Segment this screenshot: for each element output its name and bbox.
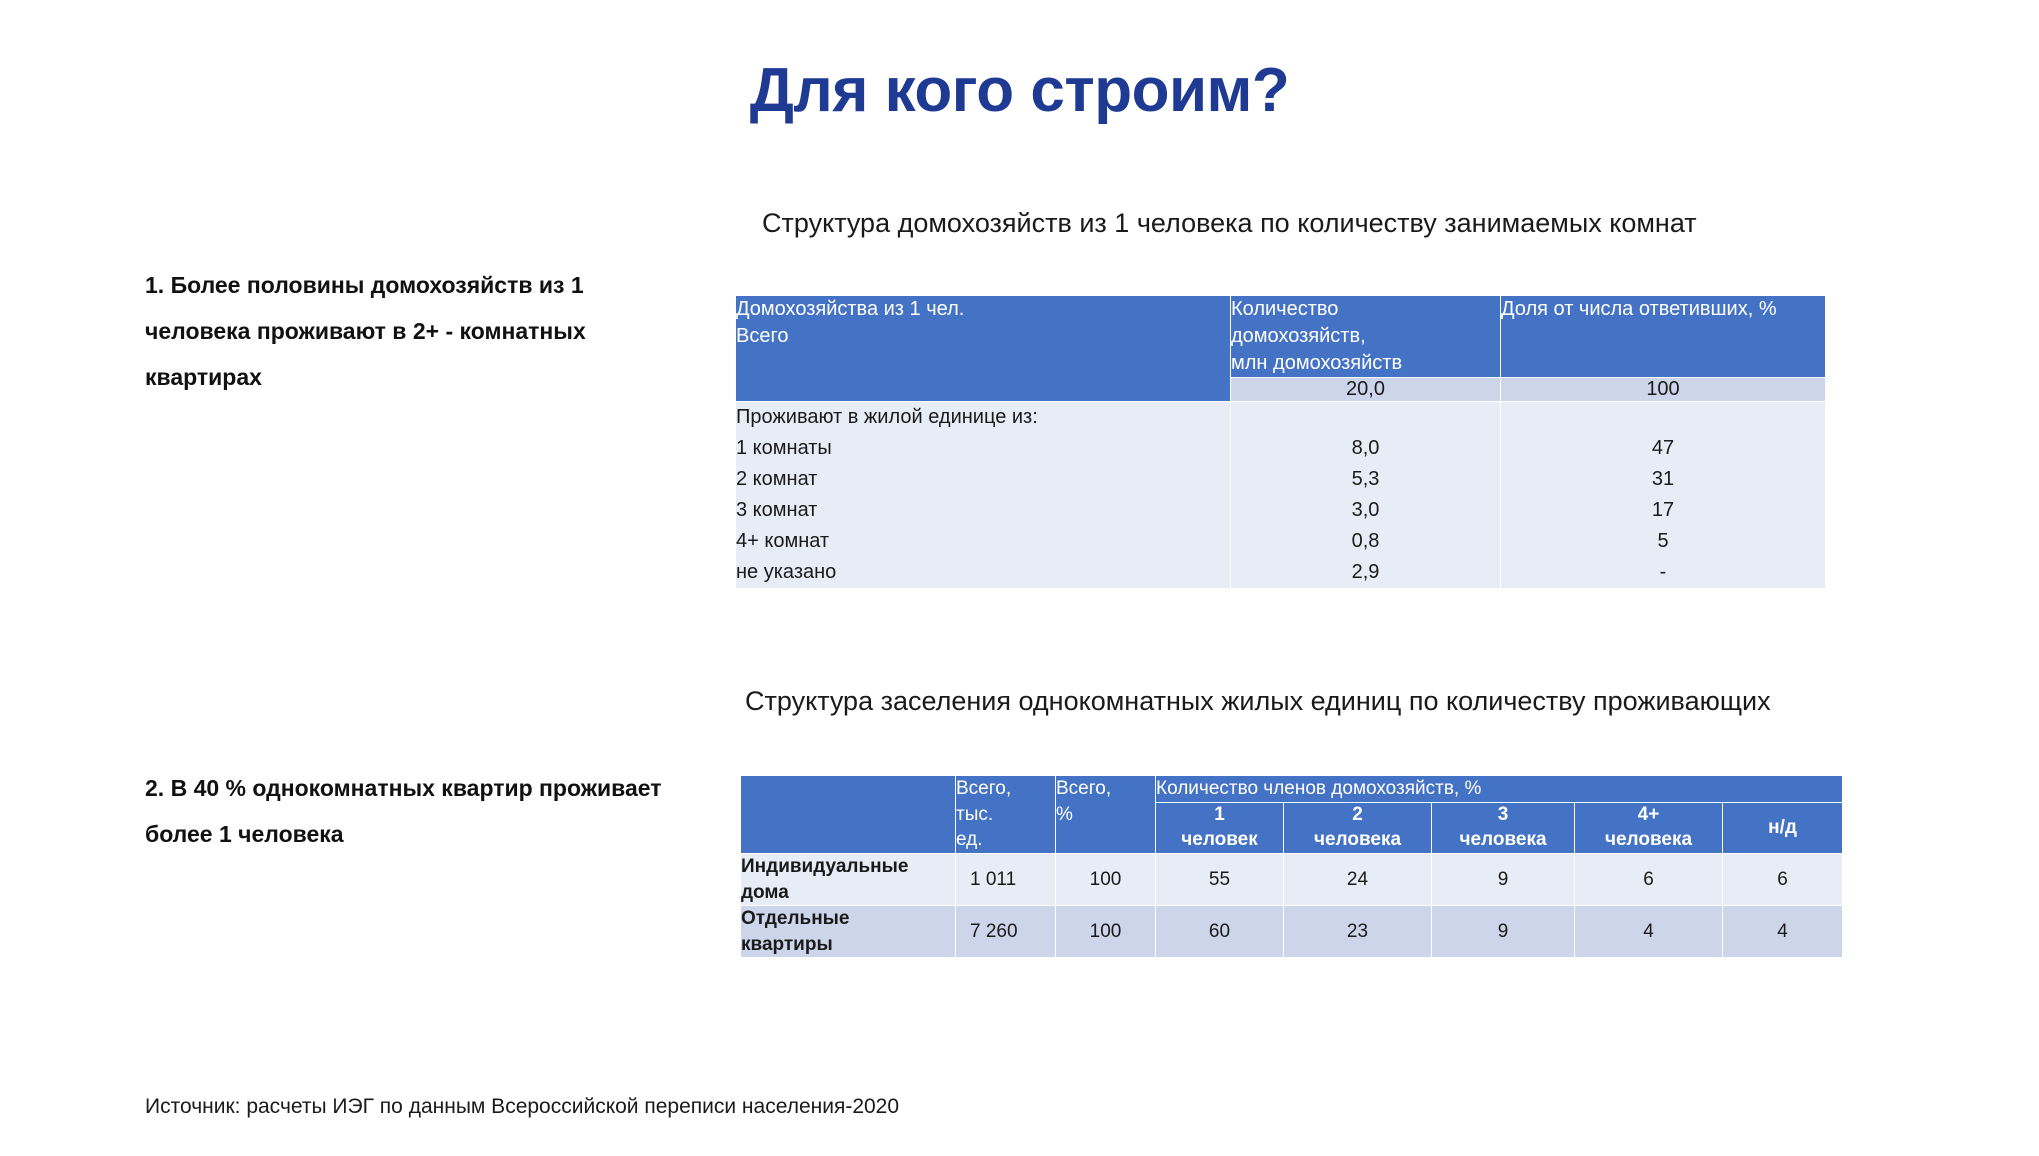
table2-header-total-units-l2: тыс. [956,803,994,825]
table1-body-counts [1231,402,1501,589]
table1-spacer-share [1501,402,1825,433]
table2-row-1-val-2: 9 [1432,906,1575,958]
table2-header-total-pct-l1: Всего, [1056,778,1112,799]
table2-row-0-val-2: 9 [1432,853,1575,905]
table1-header-count [1231,296,1501,378]
table2-subheader-5-l1: н/д [1768,816,1797,838]
section-heading-2: Структура заселения однокомнатных жилых единиц по количеству проживающих [745,686,1771,716]
table2-row-0-val-1: 24 [1284,853,1432,905]
table2-row-label-0 [741,853,956,905]
table2-header-total-units [956,776,1056,854]
table-body-row [736,402,1826,589]
table2-row-0-val-4: 6 [1723,853,1843,905]
table1-body-labels [736,402,1231,589]
table1-body-shares [1501,402,1826,589]
table1-body-intro: Проживают в жилой единице из: [736,406,1038,428]
table2-row-0-total-units: 1 011 [956,853,1056,905]
one-room-occupancy-table [740,775,1843,958]
table2-row-label-1-l2: квартиры [741,933,833,955]
table1-total-share: 100 [1501,378,1826,402]
table2-row-1-val-0: 60 [1156,906,1284,958]
bullet-point-2: 2. В 40 % однокомнатных квартир проживает более 1 человека [145,775,662,847]
table1-row-count-2: 3,0 [1351,499,1380,521]
table2-subheader-4 [1575,802,1723,853]
table2-row-label-0-l1: Индивидуальные [741,855,909,877]
table2-subheader-3-l1: 3 [1497,804,1509,826]
table2-row-0-val-0: 55 [1156,853,1284,905]
table2-row-label-0-l2: дома [741,881,789,903]
section-heading-1: Структура домохозяйств из 1 человека по количеству занимаемых комнат [762,208,1697,238]
page-title: Для кого строим? [749,56,1290,125]
table2-header-blank [741,776,956,854]
table2-row-0-val-3: 6 [1575,853,1723,905]
table2-row-label-1-l1: Отдельные [741,908,850,930]
table2-row-1-val-1: 23 [1284,906,1432,958]
table2-row-label-1 [741,906,956,958]
table2-header-total-pct-l2: % [1056,803,1073,825]
table2-row-1-total-units: 7 260 [956,906,1056,958]
table2-header-group: Количество членов домохозяйств, % [1156,776,1843,803]
table1-row-count-1: 5,3 [1351,468,1380,490]
table1-header-count-line1: Количество [1231,298,1339,320]
table2-subheader-1-l1: 1 [1214,804,1225,826]
table1-row-share-3: 5 [1657,530,1669,552]
table2-subheader-2-l2: человека [1313,828,1402,850]
table2-subheader-2 [1284,802,1432,853]
table2-row-1-total-pct: 100 [1056,906,1156,958]
table1-header-households-line1: Домохозяйства из 1 чел. [736,298,965,320]
table2-header-total-pct [1056,776,1156,854]
table1-header-count-line3: млн домохозяйств [1231,352,1403,374]
table1-total-count: 20,0 [1231,378,1501,402]
table1-row-share-4: - [1659,561,1667,583]
source-note: Источник: расчеты ИЭГ по данным Всероссийской переписи населения-2020 [145,1095,900,1118]
table1-header-households-line2: Всего [736,325,789,347]
table2-subheader-1 [1156,802,1284,853]
table2-subheader-5 [1723,802,1843,853]
table1-row-share-0: 47 [1651,437,1675,459]
table2-subheader-4-l1: 4+ [1637,804,1660,826]
table1-spacer-count [1231,402,1500,433]
table1-row-label-4: не указано [736,561,837,583]
table2-header-total-units-l3: ед. [956,829,983,851]
table1-row-count-0: 8,0 [1351,437,1380,459]
table1-row-share-1: 31 [1651,468,1675,490]
table-row [741,906,1843,958]
table1-row-label-1: 2 комнат [736,468,818,490]
table-row [741,853,1843,905]
table2-subheader-2-l1: 2 [1352,804,1363,826]
table2-row-1-val-4: 4 [1723,906,1843,958]
table2-row-1-val-3: 4 [1575,906,1723,958]
table2-row-0-total-pct: 100 [1056,853,1156,905]
table2-subheader-4-l2: человека [1604,828,1693,850]
table-header-row [736,296,1826,378]
table2-header-row-1 [741,776,1843,803]
table1-row-label-2: 3 комнат [736,499,818,521]
households-by-rooms-table [735,295,1826,589]
bullet-point-1: 1. Более половины домохозяйств из 1 человека проживают в 2+ - комнатных квартирах [145,272,586,390]
table2-subheader-1-l2: человек [1181,828,1258,850]
table1-row-label-3: 4+ комнат [736,530,830,552]
table1-row-count-4: 2,9 [1351,561,1380,583]
table2-subheader-3-l2: человека [1459,828,1547,850]
table1-row-share-2: 17 [1651,499,1675,521]
table2-subheader-3 [1432,802,1575,853]
table1-header-households [736,296,1231,402]
table1-header-share: Доля от числа ответивших, % [1501,296,1826,378]
table2-header-total-units-l1: Всего, [956,778,1012,799]
table1-row-label-0: 1 комнаты [736,437,832,459]
table1-header-count-line2: домохозяйств, [1231,325,1366,347]
table1-row-count-3: 0,8 [1351,530,1380,552]
